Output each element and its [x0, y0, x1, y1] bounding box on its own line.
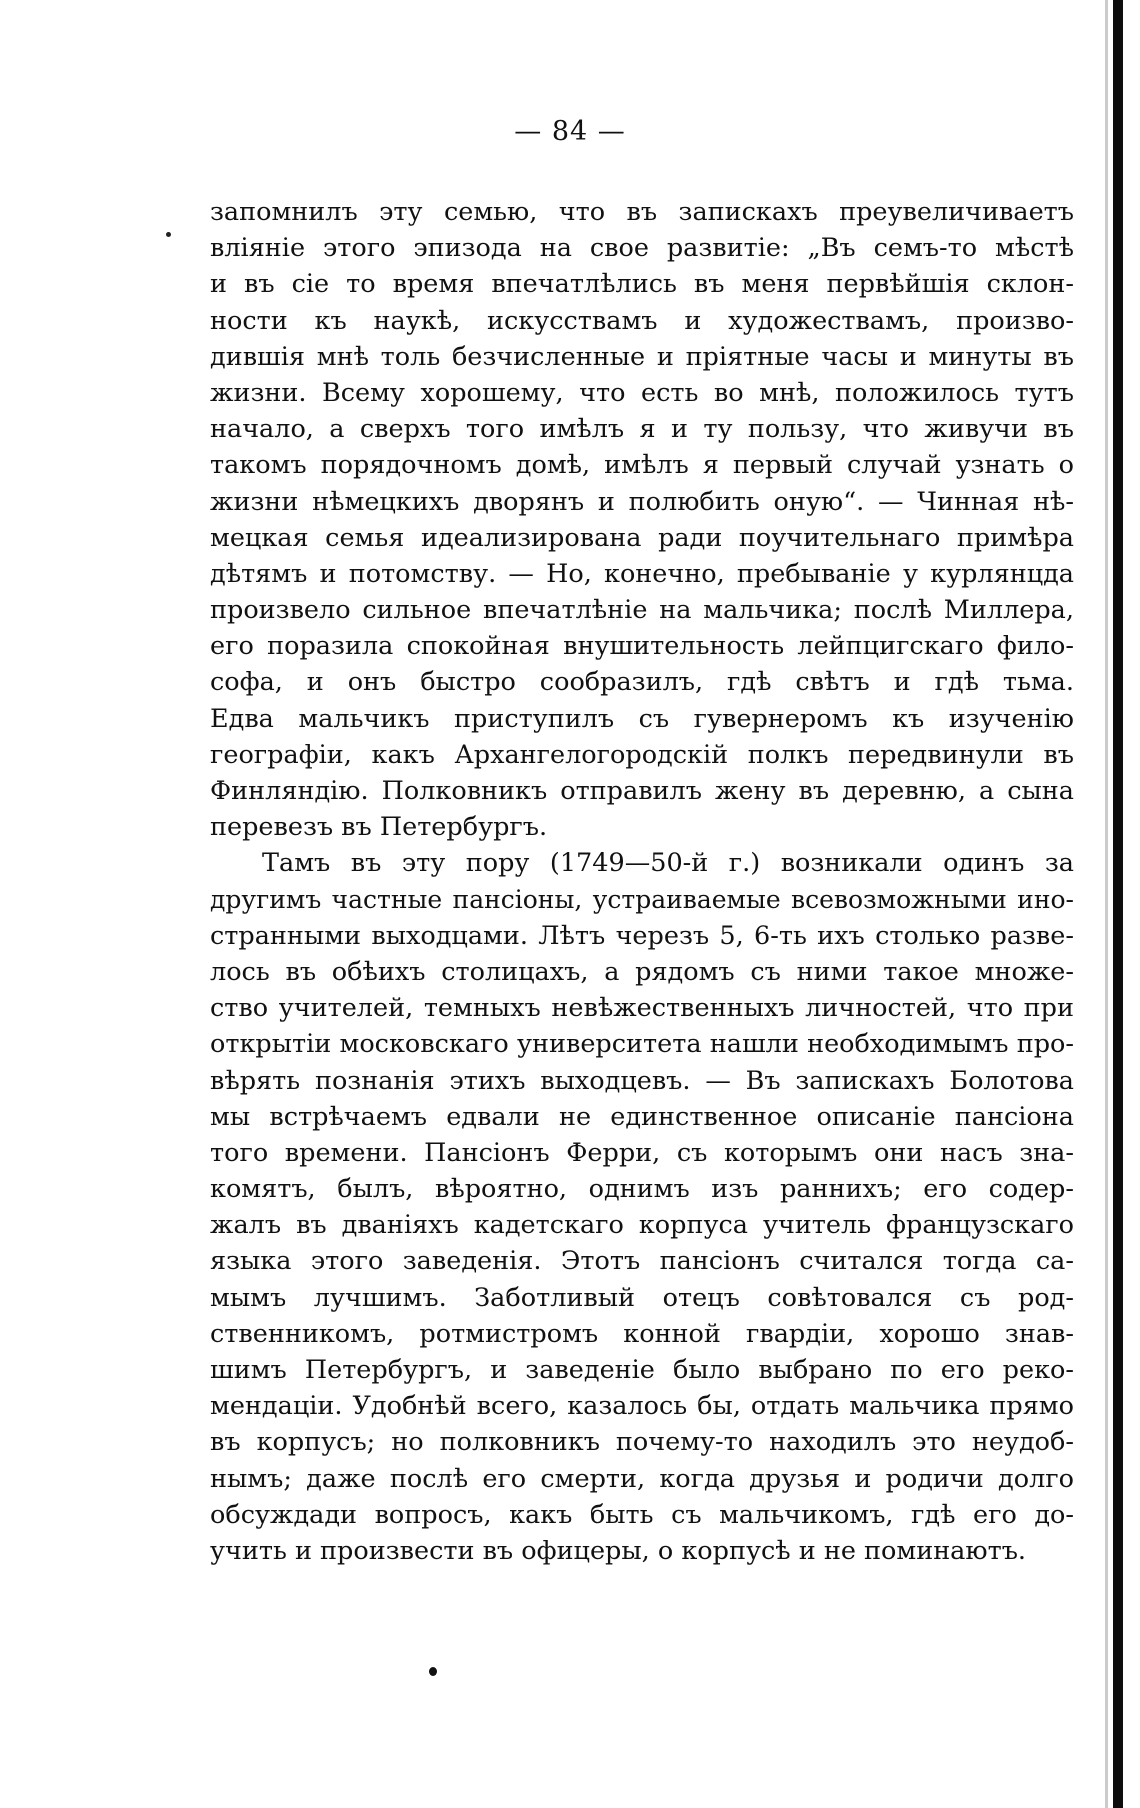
text-line: географіи, какъ Архангелогородскій полкъ передвинули въ: [210, 739, 1074, 770]
text-line: ности къ наукѣ, искусствамъ и художествамъ, произво-: [210, 305, 1074, 336]
text-line: обсуждади вопросъ, какъ быть съ мальчикомъ, гдѣ его до-: [210, 1499, 1074, 1530]
text-line: открытіи московскаго университета нашли необходимымъ про-: [210, 1029, 1074, 1060]
text-line: жизни нѣмецкихъ дворянъ и полюбить оную“. — Чинная нѣ-: [210, 486, 1074, 517]
paragraph-1: [210, 194, 1074, 845]
margin-dot-mark: [166, 232, 171, 237]
text-line: начало, а сверхъ того имѣлъ я и ту пользу, что живучи въ: [210, 414, 1074, 445]
text-line: жалъ въ дваніяхъ кадетскаго корпуса учитель французскаго: [210, 1210, 1074, 1241]
text-line: такомъ порядочномъ домѣ, имѣлъ я первый случай узнать о: [210, 450, 1074, 481]
text-line: Тамъ въ эту пору (1749—50-й г.) возникали одинъ за: [262, 848, 1074, 879]
text-line: языка этого заведенія. Этотъ пансіонъ считался тогда са-: [210, 1246, 1074, 1277]
text-line: его поразила спокойная внушительность лейпцигскаго фило-: [210, 631, 1074, 662]
text-line: софа, и онъ быстро сообразилъ, гдѣ свѣтъ и гдѣ тьма.: [210, 667, 1074, 698]
text-line: другимъ частные пансіоны, устраиваемые всевозможными ино-: [210, 884, 1074, 914]
body-text: [210, 194, 1074, 1569]
text-line: вѣрять познанія этихъ выходцевъ. — Въ запискахъ Болотова: [210, 1065, 1074, 1096]
text-line: лось въ обѣихъ столицахъ, а рядомъ съ ними такое множе-: [210, 956, 1074, 987]
text-line: комятъ, былъ, вѣроятно, однимъ изъ раннихъ; его содер-: [210, 1174, 1074, 1205]
paragraph-2: [210, 845, 1074, 1569]
text-line: ство учителей, темныхъ невѣжественныхъ личностей, что при: [210, 993, 1074, 1024]
text-line: мендаціи. Удобнѣй всего, казалось бы, отдать мальчика прямо: [210, 1391, 1074, 1422]
text-line: запомнилъ эту семью, что въ запискахъ преувеличиваетъ: [210, 197, 1074, 227]
text-line: того времени. Пансіонъ Ферри, съ которымъ они насъ зна-: [210, 1137, 1074, 1168]
text-line: вліяніе этого эпизода на свое развитіе: „Въ семъ-то мѣстѣ: [210, 233, 1074, 264]
text-line: ственникомъ, ротмистромъ конной гвардіи, хорошо знав-: [210, 1318, 1074, 1349]
text-line: и въ сіе то время впечатлѣлись въ меня первѣйшія склон-: [210, 269, 1074, 300]
text-line: произвело сильное впечатлѣніе на мальчика; послѣ Миллера,: [210, 595, 1074, 626]
text-line: жизни. Всему хорошему, что есть во мнѣ, положилось тутъ: [210, 377, 1074, 408]
text-line: Едва мальчикъ приступилъ съ гувернеромъ къ изученію: [210, 703, 1074, 734]
text-line: мымъ лучшимъ. Заботливый отецъ совѣтовался съ род-: [210, 1282, 1074, 1313]
text-line: въ корпусъ; но полковникъ почему-то находилъ это неудоб-: [210, 1427, 1074, 1458]
text-line: Финляндію. Полковникъ отправилъ жену въ деревню, а сына: [210, 776, 1074, 806]
text-line: странными выходцами. Лѣтъ черезъ 5, 6-ть ихъ столько разве-: [210, 920, 1074, 951]
page-binding-edge: [1113, 0, 1123, 1808]
ink-dot-mark: [429, 1667, 437, 1676]
text-line: перевезъ въ Петербургъ.: [210, 812, 548, 843]
text-line: мы встрѣчаемъ едвали не единственное описаніе пансіона: [210, 1101, 1074, 1132]
text-line: нымъ; даже послѣ его смерти, когда друзья и родичи долго: [210, 1463, 1074, 1494]
binding-shadow: [1105, 0, 1108, 1808]
text-line: шимъ Петербургъ, и заведеніе было выбрано по его реко-: [210, 1355, 1074, 1385]
page-number: — 84 —: [514, 116, 626, 147]
text-line: учить и произвести въ офицеры, о корпусѣ и не поминаютъ.: [210, 1535, 1027, 1566]
text-line: мецкая семья идеализирована ради поучительнаго примѣра: [210, 522, 1074, 553]
text-line: дѣтямъ и потомству. — Но, конечно, пребываніе у курлянцда: [210, 558, 1074, 589]
text-line: дившія мнѣ толь безчисленные и пріятные часы и минуты въ: [210, 341, 1074, 372]
